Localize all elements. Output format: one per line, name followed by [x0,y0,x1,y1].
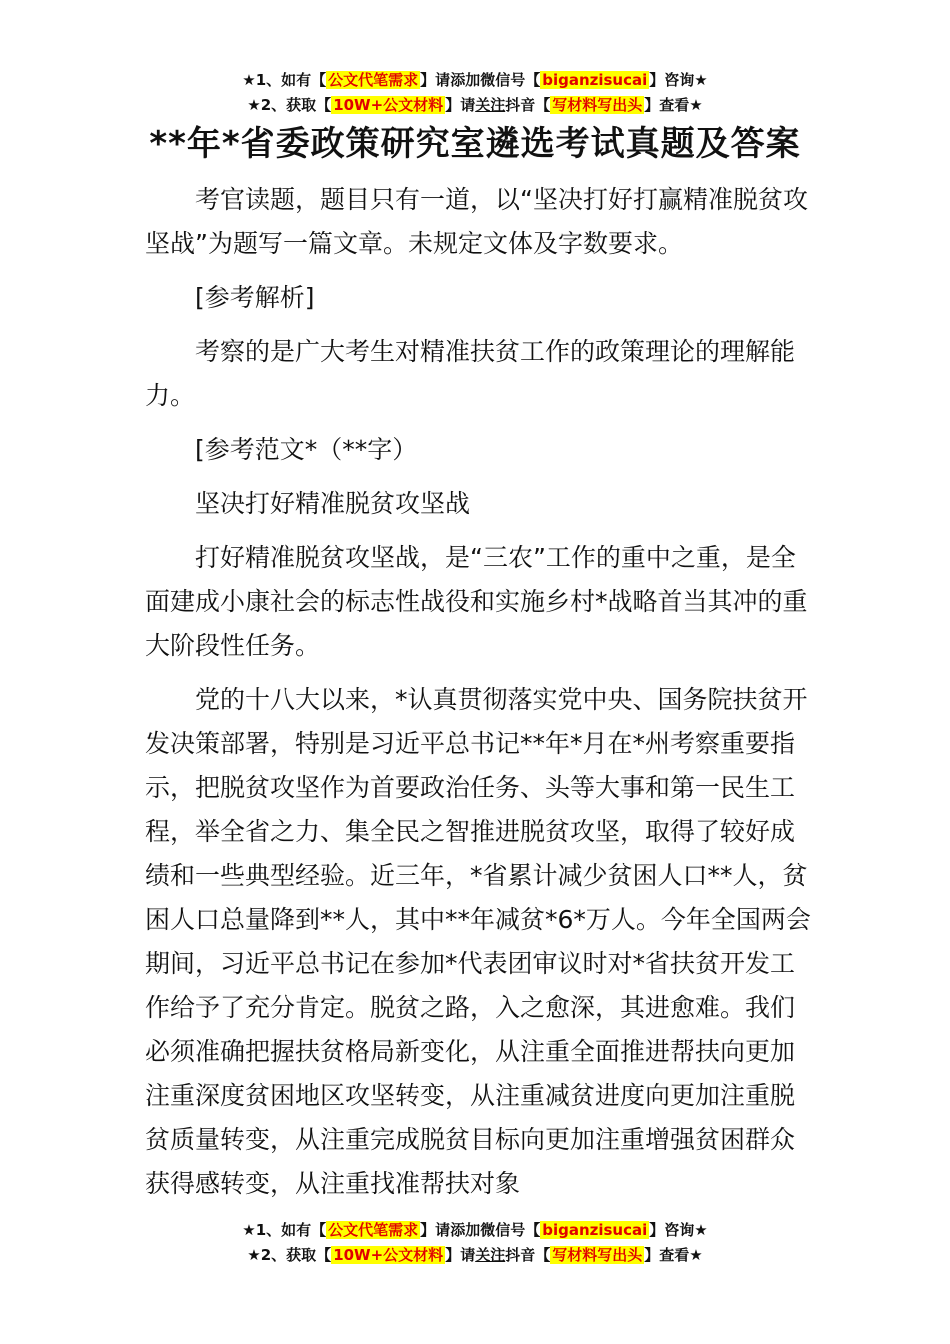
header-banner [0,68,950,118]
paragraph-main: 党的十八大以来，*认真贯彻落实党中央、国务院扶贫开发决策部署，特别是习近平总书记**年*月在*州考察重要指示，把脱贫攻坚作为首要政治任务、头等大事和第一民生工程，举全省之力、集全民之智推进脱贫攻坚，取得了较好成绩和一些典型经验。近三年，*省累计减少贫困人口**人，贫困人口总量降到**人，其中**年减贫*6*万人。今年全国两会期间，习近平总书记在参加*代表团审议时对*省扶贫开发工作给予了充分肯定。脱贫之路，入之愈深，其进愈难。我们必须准确把握扶贫格局新变化，从注重全面推进帮扶向更加注重深度贫困地区攻坚转变，从注重减贫进度向更加注重脱贫质量转变，从注重完成脱贫目标向更加注重增强贫困群众获得感转变，从注重找准帮扶对象 [145,685,811,1198]
paragraph-question: 考官读题，题目只有一道，以“坚决打好打赢精准脱贫攻坚战”为题写一篇文章。未规定文体及字数要求。 [145,185,808,258]
document-body [145,178,813,1206]
paragraph-essay-title: 坚决打好精准脱贫攻坚战 [195,489,471,518]
header-banner-line-2: ★2、获取【 10W+公文材料 】请关注抖音【 写材料写出头 】查看★ [247,96,703,114]
footer-banner-line-2: ★2、获取【 10W+公文材料 】请关注抖音【 写材料写出头 】查看★ [247,1246,703,1264]
wechat-id-highlight: biganzisucai [542,1221,648,1239]
footer-banner [0,1218,950,1268]
paragraph-essay-heading: [参考范文*（**字） [195,435,418,464]
service-highlight: 公文代笔需求 [328,1221,419,1239]
paragraph-intro: 打好精准脱贫攻坚战，是“三农”工作的重中之重，是全面建成小康社会的标志性战役和实施乡村*战略首当其冲的重大阶段性任务。 [145,543,808,660]
douyin-id-highlight: 写材料写出头 [552,96,643,114]
materials-highlight: 10W+公文材料 [333,1246,444,1264]
paragraph-analysis-heading: [参考解析] [195,283,315,312]
footer-banner-line-1: ★1、如有【 公文代笔需求 】请添加微信号【 biganzisucai 】咨询★ [242,1221,708,1239]
paragraph-analysis: 考察的是广大考生对精准扶贫工作的政策理论的理解能力。 [145,337,796,410]
materials-highlight: 10W+公文材料 [333,96,444,114]
page-title: **年*省委政策研究室遴选考试真题及答案 [149,124,801,164]
service-highlight: 公文代笔需求 [328,71,419,89]
douyin-id-highlight: 写材料写出头 [552,1246,643,1264]
wechat-id-highlight: biganzisucai [542,71,648,89]
header-banner-line-1: ★1、如有【 公文代笔需求 】请添加微信号【 biganzisucai 】咨询★ [242,71,708,89]
